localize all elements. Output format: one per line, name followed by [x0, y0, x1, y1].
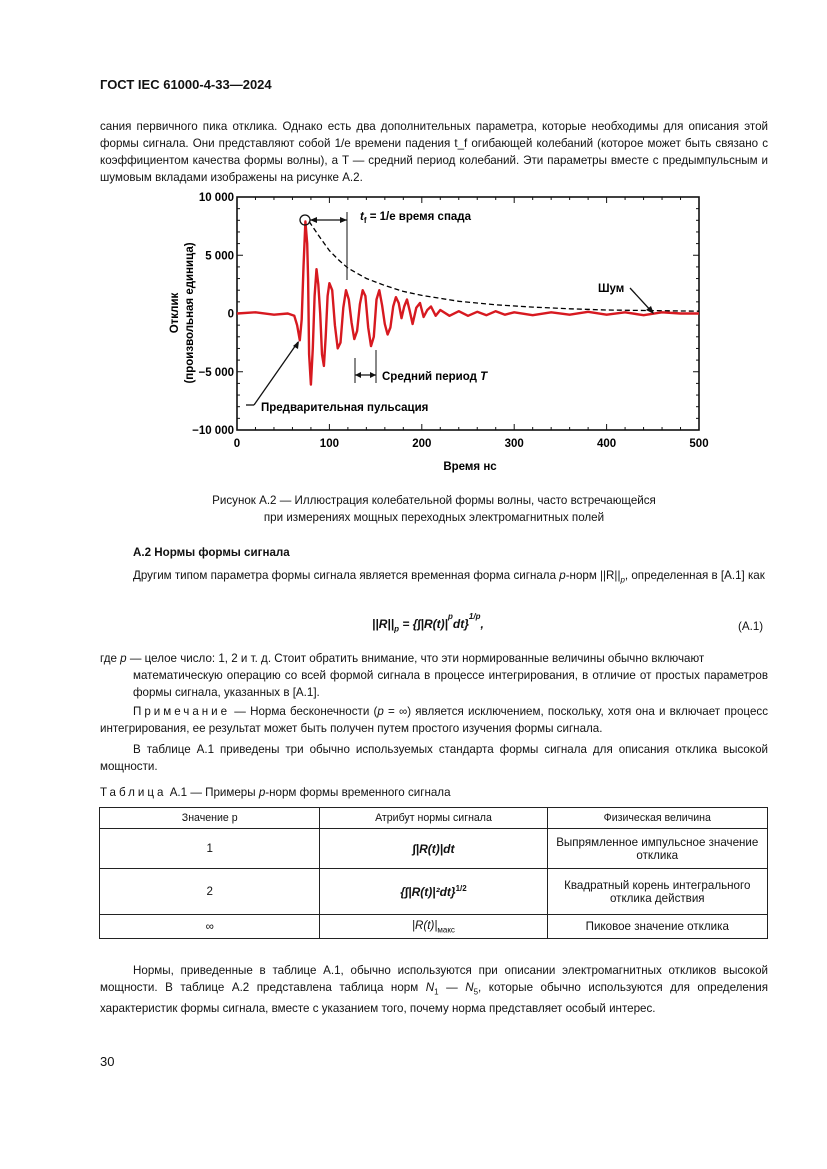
envelope-series-line: [309, 222, 699, 312]
period-arrow-head-right: [370, 372, 376, 378]
closing-text-b: , которые обычно используются для определения характеристик формы сигнала, вместе с указанием того, почему норма представляет особый интерес.: [100, 981, 768, 1016]
closing-n1-sub: 1: [434, 987, 439, 997]
where-text-a: где: [100, 652, 121, 665]
formula-outer-power: 1/p: [468, 612, 481, 621]
y-axis-label: Отклик (произвольная единица): [169, 242, 196, 384]
formula-body: = {∫|R(t)|: [399, 617, 449, 631]
x-axis-label: Время нс: [443, 461, 497, 473]
table-caption-a: А.1 — Примеры: [166, 786, 259, 799]
table-cell-attr-power: 1/2: [455, 884, 467, 894]
period-arrow-head-left: [355, 372, 361, 378]
note-var: p: [377, 705, 384, 718]
formula-a1: [372, 612, 484, 633]
table-caption-b: -норм формы временного сигнала: [265, 786, 451, 799]
formula-lhs-sub: p: [394, 624, 399, 634]
table-cell-physical: Выпрямленное импульсное значение отклика: [547, 829, 767, 869]
figure-caption: [100, 492, 768, 526]
signal-series-line: [237, 222, 699, 385]
norm-paragraph-text-a: Другим типом параметра формы сигнала является временная форма сигнала: [133, 569, 560, 582]
table-cell-attr: [320, 869, 547, 915]
where-var: p: [120, 652, 127, 665]
tf-arrow-head-right: [340, 217, 347, 223]
x-tick-label: 0: [233, 438, 241, 450]
closing-text-a: Нормы, приведенные в таблице А.1, обычно используются при описании электромагнитных откликов высокой мощности. В таблице А.2 представлена таблица норм: [100, 964, 768, 994]
prepulse-annotation: Предварительная пульсация: [261, 402, 429, 414]
table-row: [100, 829, 768, 869]
where-text-c: математическую операцию со всей формой сигнала в процессе интегрирования, в отличие от простых параметров формы сигнала, указанных в [А.1].: [133, 669, 768, 699]
note-text-b: = ∞) является исключением, поскольку, хотя она и включает процесс интегрирования, ее результат может быть получен путем простого изучения формы сигнала.: [100, 705, 768, 735]
table-row: [100, 915, 768, 939]
document-header: ГОСТ IEC 61000-4-33—2024: [100, 77, 272, 92]
note-text-a: — Норма бесконечности (: [230, 705, 378, 718]
closing-n5: N: [465, 981, 474, 994]
closing-dash: —: [438, 981, 466, 994]
figure-caption-line-2: при измерениях мощных переходных электромагнитных полей: [263, 511, 605, 524]
closing-n5-sub: 5: [473, 987, 479, 997]
tf-annotation: $t_f = 1/e$ время спада: [360, 211, 471, 225]
where-paragraph: [100, 650, 768, 701]
table-cell-attr-sub: макс: [437, 925, 455, 935]
norm-paragraph-text-c: , определенная в [А.1] как: [624, 569, 765, 582]
norm-paragraph: [100, 567, 768, 588]
table-cell-attr: [320, 915, 547, 939]
table-cell-physical: Пиковое значение отклика: [547, 915, 767, 939]
table-caption: [100, 786, 451, 799]
norm-paragraph-sub: p: [620, 575, 625, 585]
prepulse-arrow-line: [254, 342, 298, 405]
figure-caption-line-1: Рисунок А.2 — Иллюстрация колебательной формы волны, часто встречающейся: [212, 494, 656, 507]
table-row: [100, 869, 768, 915]
section-heading: А.2 Нормы формы сигнала: [133, 546, 290, 559]
note-paragraph: [100, 703, 768, 737]
where-text-b: — целое число: 1, 2 и т. д. Стоит обратить внимание, что эти нормированные величины обычно включают: [126, 652, 705, 665]
table-cell-attr-formula: ∫|R(t)|dt: [412, 841, 455, 856]
y-tick-label: 10 000: [198, 192, 234, 204]
table-header-attr: Атрибут нормы сигнала: [320, 808, 547, 829]
table-cell-attr-formula: {∫|R(t)|²dt}: [400, 884, 456, 899]
equation-number: (А.1): [738, 620, 764, 633]
table-caption-label: Таблица: [100, 786, 167, 799]
table-cell-attr-formula: |R(t)|: [412, 918, 438, 932]
x-tick-label: 500: [689, 438, 709, 450]
table-header-row: [100, 808, 768, 829]
x-tick-label: 400: [597, 438, 617, 450]
table-cell-p: ∞: [100, 915, 320, 939]
closing-n1: N: [425, 981, 435, 994]
table-caption-var: p: [258, 786, 266, 799]
formula-dt: dt}: [452, 617, 469, 631]
x-tick-label: 200: [412, 438, 432, 450]
closing-paragraph: [100, 962, 768, 1017]
y-tick-label: 0: [227, 308, 234, 321]
x-tick-label: 100: [319, 438, 339, 450]
formula-end: ,: [480, 617, 484, 631]
norm-paragraph-var: p: [559, 569, 566, 582]
formula-power: p: [448, 612, 453, 621]
table-cell-p: 1: [100, 829, 320, 869]
table-cell-p: 2: [100, 869, 320, 915]
figure-a2-chart: [150, 190, 710, 480]
norms-table: [99, 807, 768, 939]
y-tick-label: 5 000: [205, 250, 234, 263]
note-label: Примечание: [133, 705, 231, 718]
y-tick-label: −5 000: [198, 366, 234, 379]
y-tick-label: −10 000: [192, 425, 234, 437]
period-annotation: Средний период T: [382, 371, 488, 383]
noise-annotation: Шум: [598, 283, 625, 295]
x-tick-label: 300: [504, 438, 524, 450]
intro-paragraph: сания первичного пика отклика. Однако есть два дополнительных параметра, которые необходимы для описания этой формы сигнала. Они представляют собой 1/e времени падения t_f огибающей колебаний (которое может быть связано с коэффициентом качества формы волны), а T — средний период колебаний. Эти параметры вместе с предымпульсным и шумовым вкладами изображены на рисунке А.2.: [100, 120, 768, 184]
page-number: 30: [100, 1054, 115, 1069]
table-cell-physical: Квадратный корень интегрального отклика действия: [547, 869, 767, 915]
table-header-p: Значение p: [100, 808, 320, 829]
norm-paragraph-text-b: -норм ||R||: [565, 569, 621, 582]
formula-lhs: ||R||: [372, 617, 395, 631]
tf-arrow-head: [310, 217, 317, 223]
table-header-physical: Физическая величина: [547, 808, 767, 829]
table-intro-paragraph: В таблице А.1 приведены три обычно используемых стандарта формы сигнала для описания отклика высокой мощности.: [100, 743, 768, 773]
table-cell-attr: [320, 829, 547, 869]
